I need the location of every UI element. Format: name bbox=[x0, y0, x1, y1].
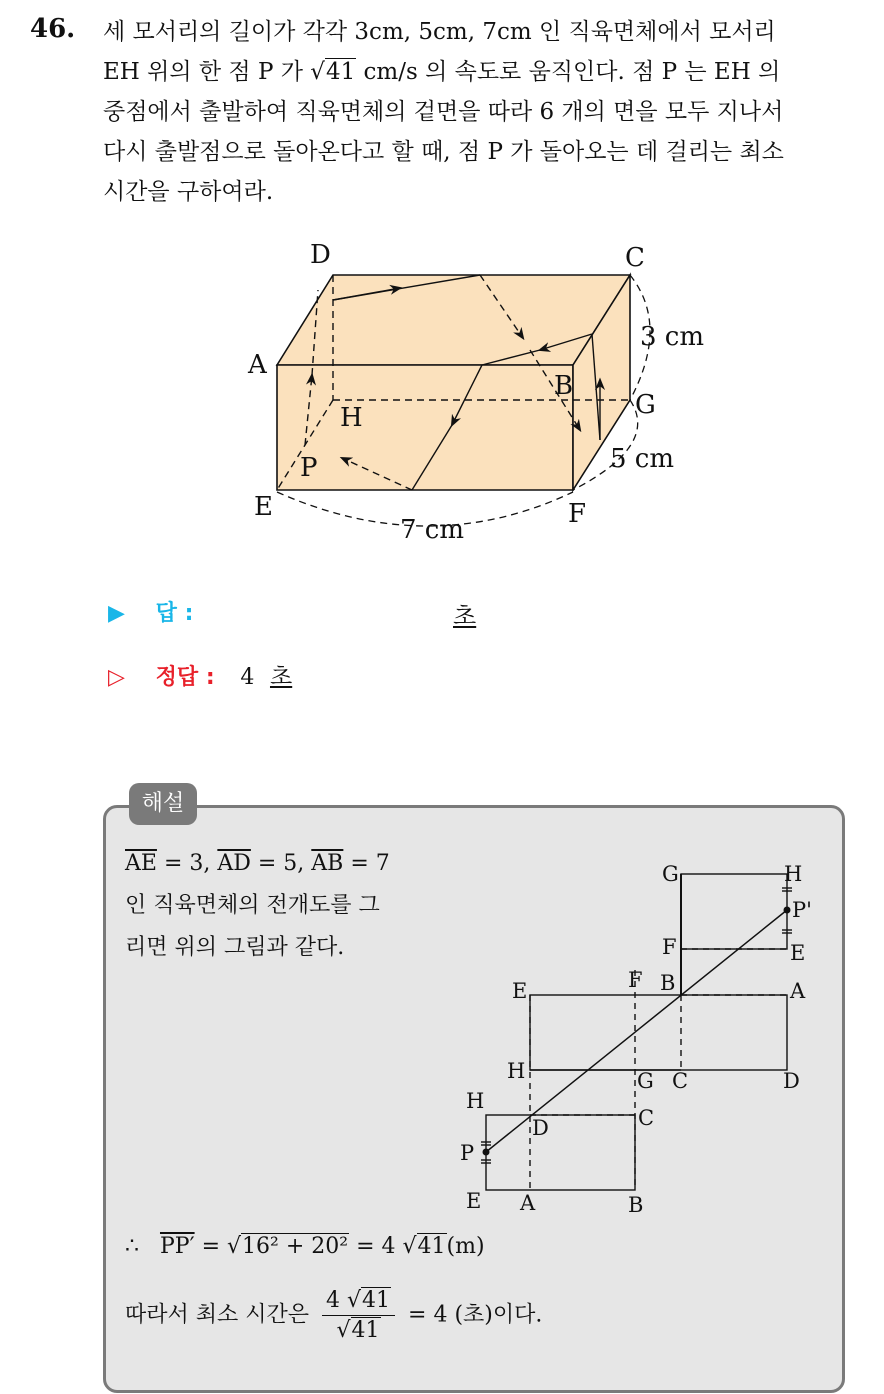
correct-value: 4 bbox=[240, 665, 255, 690]
net-label-A-low: A bbox=[520, 1191, 536, 1215]
play-outline-icon: ▷ bbox=[108, 665, 125, 690]
cuboid-figure bbox=[230, 230, 720, 560]
net-label-D-low: D bbox=[532, 1116, 549, 1140]
question-number: 46. bbox=[30, 14, 76, 44]
label-E: E bbox=[254, 492, 273, 522]
net-label-H-top: H bbox=[784, 862, 803, 886]
net-label-E-low: E bbox=[466, 1189, 482, 1213]
answer-row bbox=[108, 596, 193, 627]
net-label-A-mid: A bbox=[790, 979, 806, 1003]
solution-tab: 해설 bbox=[129, 783, 197, 825]
label-B: B bbox=[554, 371, 574, 401]
label-D: D bbox=[310, 240, 331, 270]
correct-answer-row bbox=[108, 658, 292, 691]
solution-equation-2: 따라서 최소 시간은 $\frac{4 √41}{√41}$ = 4 (초)이다. bbox=[125, 1288, 543, 1343]
cuboid-front-face bbox=[277, 365, 573, 490]
net-label-G-top: G bbox=[662, 862, 679, 886]
label-P: P bbox=[300, 453, 318, 483]
question-text bbox=[103, 12, 863, 212]
question-line-4: 다시 출발점으로 돌아온다고 할 때, 점 P 가 돌아오는 데 걸리는 최소 bbox=[103, 139, 784, 165]
label-H: H bbox=[340, 403, 363, 433]
question-line-5: 시간을 구하여라. bbox=[103, 179, 274, 205]
net-label-H-mid: H bbox=[507, 1059, 526, 1083]
net-label-C-low: C bbox=[638, 1106, 655, 1130]
play-icon: ▶ bbox=[108, 601, 125, 626]
question-line-2: EH 위의 한 점 P 가 √41 cm/s 의 속도로 움직인다. 점 P 는 EH 의 bbox=[103, 52, 863, 92]
time-fraction: $\frac{4 √41}{√41}$ bbox=[322, 1288, 395, 1343]
net-label-F-upper: F bbox=[662, 935, 677, 959]
label-A: A bbox=[248, 350, 267, 380]
dim-3cm: 3 cm bbox=[640, 322, 705, 352]
cuboid-top-face bbox=[277, 275, 630, 365]
label-F: F bbox=[568, 499, 587, 529]
net-label-B-low: B bbox=[628, 1193, 644, 1217]
question-line-3: 중점에서 출발하여 직육면체의 겉면을 따라 6 개의 면을 모두 지나서 bbox=[103, 99, 784, 125]
net-label-H-low: H bbox=[466, 1089, 485, 1113]
label-G: G bbox=[635, 390, 656, 420]
dim-7cm: 7 cm bbox=[400, 515, 465, 545]
answer-label: 답 : bbox=[155, 601, 194, 626]
correct-label: 정답 : bbox=[155, 665, 215, 690]
solution-equation-1: ∴ PP′ = √16² + 20² = 4 √41(m) bbox=[125, 1234, 485, 1259]
answer-blank-unit: 초 bbox=[453, 602, 477, 630]
net-label-G-mid: G bbox=[637, 1069, 654, 1093]
question-line-1: 세 모서리의 길이가 각각 3cm, 5cm, 7cm 인 직육면체에서 모서리 bbox=[103, 19, 776, 45]
net-label-E-upper: E bbox=[790, 941, 806, 965]
correct-unit: 초 bbox=[269, 664, 293, 690]
label-C: C bbox=[625, 243, 645, 273]
net-label-B-mid: B bbox=[660, 971, 676, 995]
sqrt-speed: √41 bbox=[310, 59, 356, 85]
net-label-P: P bbox=[460, 1141, 475, 1165]
net-label-P-prime: P' bbox=[792, 898, 812, 922]
net-label-F-mid: F bbox=[628, 968, 643, 992]
net-label-D-mid: D bbox=[783, 1069, 800, 1093]
dim-5cm: 5 cm bbox=[610, 444, 675, 474]
solution-line-2: 인 직육면체의 전개도를 그 bbox=[125, 893, 380, 918]
solution-line-1: $\overline{AE} = 3$, $\overline{AD} = 5$, $\overline{AB} = 7$ bbox=[125, 851, 390, 876]
solution-text bbox=[125, 843, 390, 969]
net-label-E-mid: E bbox=[512, 979, 528, 1003]
solution-line-3: 리면 위의 그림과 같다. bbox=[125, 935, 345, 960]
net-figure bbox=[450, 850, 830, 1220]
net-label-C-mid: C bbox=[672, 1069, 689, 1093]
